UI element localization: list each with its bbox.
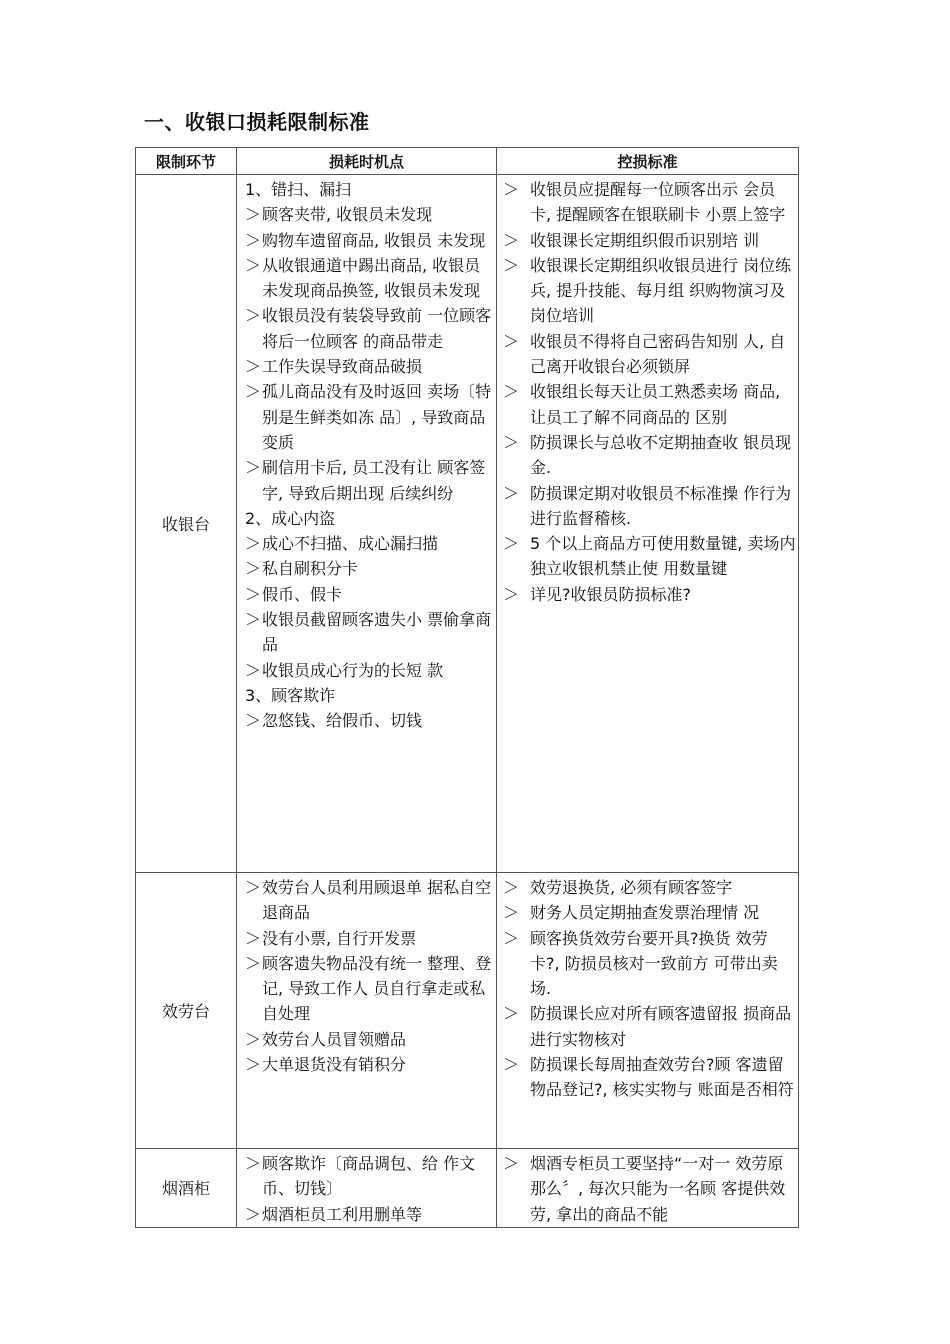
bullet-marker: ＞ (245, 255, 262, 275)
loss-point-item (245, 379, 492, 455)
control-standard-text: 效劳退换货, 必须有顾客签字 (530, 878, 733, 897)
loss-point-text: 烟酒柜员工利用删单等 (262, 1204, 423, 1224)
bullet-marker: ＞ (503, 1055, 520, 1075)
control-standard-cell (497, 873, 799, 1149)
bullet-marker: ＞ (245, 928, 262, 948)
header-control-standard: 控损标准 (497, 148, 799, 175)
bullet-marker: ＞ (245, 458, 262, 478)
loss-point-text: 收银员没有装袋导致前 一位顾客将后一位顾客 的商品带走 (262, 306, 492, 351)
loss-point-text: 顾客夹带, 收银员未发现 (262, 205, 433, 225)
bullet-marker: ＞ (503, 180, 520, 199)
loss-point-text: 假币、假卡 (262, 584, 343, 604)
table-row (136, 1149, 799, 1228)
control-standard-item (503, 531, 796, 582)
loss-point-text: 大单退货没有销积分 (262, 1055, 407, 1075)
loss-point-item (245, 177, 492, 202)
loss-point-item (245, 531, 492, 556)
bullet-marker: ＞ (503, 432, 520, 452)
control-standard-text: 防损课长与总收不定期抽查收 银员现金. (530, 432, 792, 478)
bullet-marker: ＞ (245, 1204, 262, 1224)
control-standard-text: 收银课长定期组织收银员进行 岗位练兵, 提升技能、每月组 织购物演习及岗位培训 (530, 255, 792, 326)
loss-point-cell (237, 1149, 497, 1228)
bullet-marker: ＞ (503, 230, 520, 250)
control-standard-item (503, 329, 796, 380)
loss-point-text: 孤儿商品没有及时返回 卖场〔特别是生鲜类如冻 品〕, 导致商品变质 (262, 382, 492, 452)
loss-point-text: 工作失误导致商品破损 (262, 357, 423, 377)
control-standard-cell (497, 1149, 799, 1228)
bullet-marker: ＞ (245, 953, 262, 973)
loss-point-item (245, 253, 492, 304)
bullet-marker: ＞ (503, 903, 520, 923)
loss-point-item (245, 683, 492, 708)
bullet-marker: ＞ (245, 382, 262, 402)
bullet-marker: ＞ (503, 1004, 520, 1024)
control-standard-item (503, 900, 796, 925)
bullet-marker: ＞ (245, 306, 262, 326)
loss-point-cell (237, 175, 497, 873)
loss-point-text: 2、成心内盗 (245, 508, 336, 528)
header-control-stage: 限制环节 (136, 148, 237, 175)
control-standard-item (503, 228, 796, 253)
bullet-marker: ＞ (245, 1055, 262, 1075)
loss-point-item (245, 658, 492, 683)
loss-point-text: 没有小票, 自行开发票 (262, 928, 417, 948)
table-row (136, 873, 799, 1149)
control-standard-item (503, 481, 796, 532)
loss-point-item (245, 354, 492, 379)
bullet-marker: ＞ (245, 1029, 262, 1049)
loss-point-item (245, 303, 492, 354)
section-name: 烟酒柜 (136, 1149, 237, 1228)
bullet-marker: ＞ (245, 584, 262, 604)
control-standard-item (503, 582, 796, 607)
loss-point-text: 顾客欺诈〔商品调包、给 作文币、切钱〕 (262, 1154, 476, 1199)
bullet-marker: ＞ (245, 534, 262, 554)
loss-point-item (245, 951, 492, 1027)
loss-point-item (245, 1027, 492, 1052)
bullet-marker: ＞ (503, 584, 520, 604)
loss-point-text: 收银员截留顾客遗失小 票偷拿商品 (262, 610, 492, 655)
bullet-marker: ＞ (245, 559, 262, 579)
loss-point-text: 收银员成心行为的长短 款 (262, 660, 444, 680)
bullet-marker: ＞ (503, 382, 520, 402)
bullet-marker: ＞ (503, 483, 520, 503)
control-standard-item (503, 1001, 796, 1052)
control-standard-item (503, 430, 796, 481)
bullet-marker: ＞ (503, 1154, 520, 1173)
loss-point-item (245, 228, 492, 253)
control-standard-item (503, 379, 796, 430)
control-standard-text: 5 个以上商品方可使用数量键, 卖场内独立收银机禁止使 用数量键 (530, 534, 796, 579)
control-standard-text: 收银组长每天让员工熟悉卖场 商品, 让员工了解不同商品的 区别 (530, 382, 781, 427)
loss-point-text: 1、错扫、漏扫 (245, 180, 352, 199)
table-row (136, 175, 799, 873)
control-standard-text: 详见?收银员防损标准? (530, 584, 691, 604)
control-standard-item (503, 177, 796, 228)
bullet-marker: ＞ (245, 357, 262, 377)
control-standard-item (503, 875, 796, 900)
control-standard-item (503, 926, 796, 1002)
loss-point-item (245, 875, 492, 926)
control-standard-cell (497, 175, 799, 873)
control-standard-text: 防损课定期对收银员不标准操 作行为进行监督稽核. (530, 483, 792, 528)
control-standard-item (503, 253, 796, 329)
control-standard-text: 收银课长定期组织假币识别培 训 (530, 230, 760, 250)
loss-control-table (135, 147, 799, 1228)
bullet-marker: ＞ (245, 610, 262, 630)
loss-point-item (245, 607, 492, 658)
control-standard-item (503, 1052, 796, 1103)
header-loss-point: 损耗时机点 (237, 148, 497, 175)
bullet-marker: ＞ (503, 331, 520, 351)
control-standard-text: 防损课长每周抽查效劳台?顾 客遗留物品登记?, 核实实物与 账面是否相符 (530, 1055, 794, 1100)
section-name: 收银台 (136, 175, 237, 873)
bullet-marker: ＞ (245, 205, 262, 225)
loss-point-text: 从收银通道中踢出商品, 收银员未发现商品换签, 收银员未发现 (262, 255, 481, 301)
loss-point-text: 忽悠钱、给假币、切钱 (262, 711, 423, 731)
loss-point-text: 刷信用卡后, 员工没有让 顾客签字, 导致后期出现 后续纠纷 (262, 458, 486, 503)
loss-point-item (245, 506, 492, 531)
bullet-marker: ＞ (245, 230, 262, 250)
bullet-marker: ＞ (503, 878, 520, 897)
loss-point-item (245, 1202, 492, 1227)
loss-point-item (245, 582, 492, 607)
loss-point-text: 成心不扫描、成心漏扫描 (262, 534, 439, 554)
control-standard-text: 收银员不得将自己密码告知别 人, 自己离开收银台必须锁屏 (530, 331, 786, 377)
bullet-marker: ＞ (245, 878, 262, 897)
table-header-row (136, 148, 799, 175)
loss-point-item (245, 556, 492, 581)
control-standard-text: 财务人员定期抽查发票治理情 况 (530, 903, 760, 923)
section-name: 效劳台 (136, 873, 237, 1149)
loss-point-item (245, 455, 492, 506)
loss-point-text: 顾客遗失物品没有统一 整理、登记, 导致工作人 员自行拿走或私自处理 (262, 953, 492, 1024)
bullet-marker: ＞ (503, 928, 520, 948)
loss-point-text: 效劳台人员冒领赠品 (262, 1029, 407, 1049)
control-standard-text: 顾客换货效劳台要开具?换货 效劳卡?, 防损员核对一致前方 可带出卖场. (530, 928, 778, 999)
loss-point-text: 购物车遗留商品, 收银员 未发现 (262, 230, 486, 250)
control-standard-text: 防损课长应对所有顾客遗留报 损商品进行实物核对 (530, 1004, 792, 1049)
loss-point-item (245, 926, 492, 951)
loss-point-cell (237, 873, 497, 1149)
loss-point-text: 私自刷积分卡 (262, 559, 359, 579)
page-title: 一、收银口损耗限制标准 (144, 110, 370, 134)
loss-point-item (245, 1052, 492, 1077)
control-standard-text: 烟酒专柜员工要坚持“一对一 效劳原那么〞, 每次只能为一名顾 客提供效劳, 拿出的商品不能 (530, 1154, 786, 1224)
bullet-marker: ＞ (503, 534, 520, 554)
loss-point-text: 3、顾客欺诈 (245, 685, 336, 705)
control-standard-item (503, 1151, 796, 1227)
bullet-marker: ＞ (245, 711, 262, 731)
loss-point-item (245, 708, 492, 733)
bullet-marker: ＞ (245, 1154, 262, 1173)
loss-point-text: 效劳台人员利用顾退单 据私自空退商品 (262, 878, 492, 923)
loss-point-item (245, 1151, 492, 1202)
loss-point-item (245, 202, 492, 227)
control-standard-text: 收银员应提醒每一位顾客出示 会员卡, 提醒顾客在银联刷卡 小票上签字 (530, 180, 786, 225)
bullet-marker: ＞ (503, 255, 520, 275)
bullet-marker: ＞ (245, 660, 262, 680)
